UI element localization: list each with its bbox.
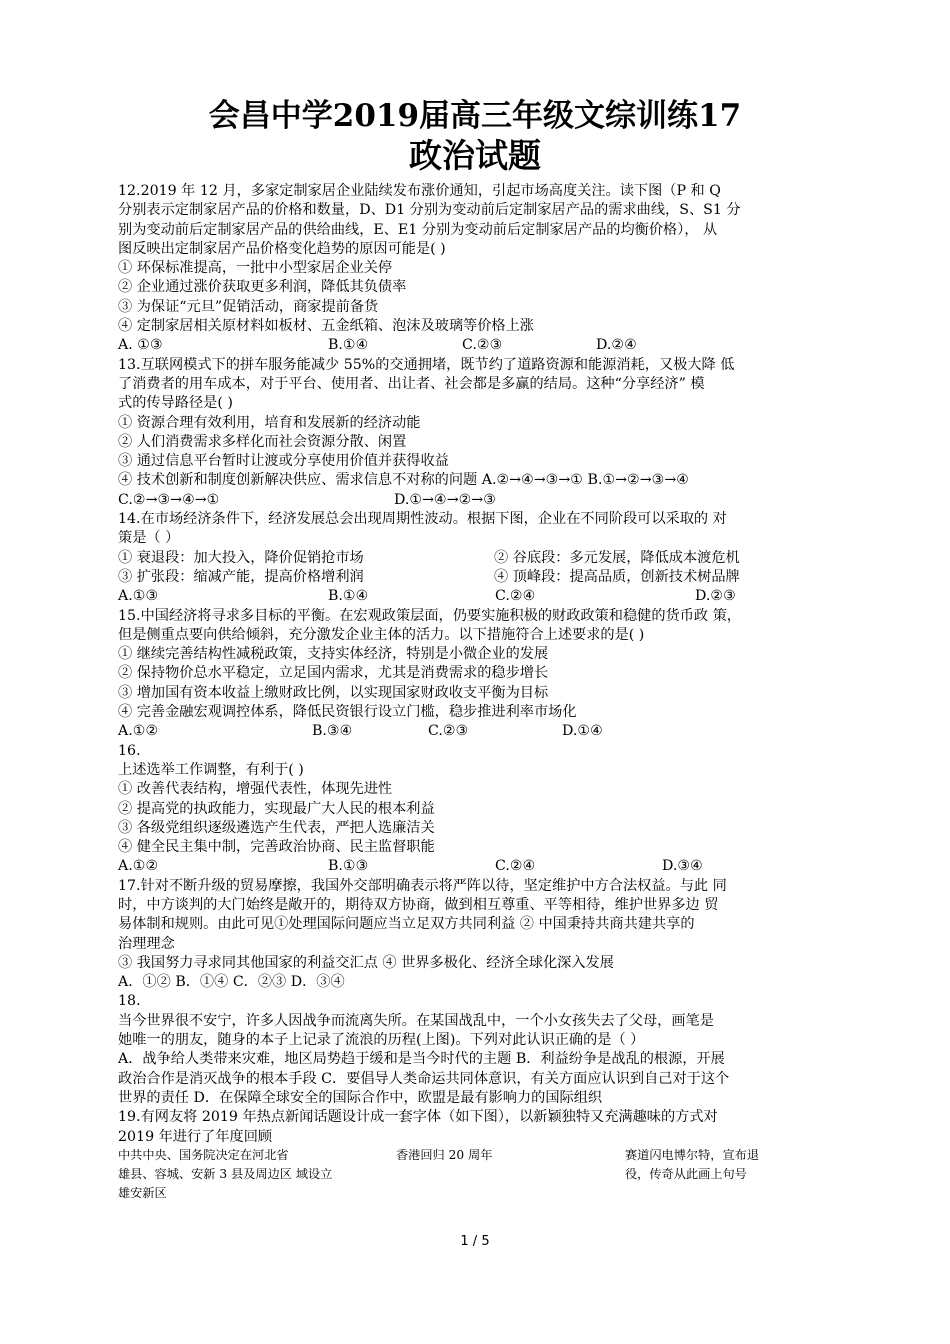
q19-caption-row	[118, 1147, 838, 1166]
q18-number: 18.	[118, 993, 141, 1010]
choice-a: A.①③	[118, 588, 159, 605]
q13-stem-line: 了消费者的用车成本，对于平台、使用者、出让者、社会都是多赢的结局。这种“分享经济” 模	[118, 375, 705, 392]
q14-choices	[118, 587, 838, 606]
choice-d: D.①→④→②→③	[394, 491, 496, 508]
q13-stem-line: 式的传导路径是( )	[118, 395, 233, 412]
choice-c: C.②→③→④→①	[118, 491, 220, 508]
q12-stem-line: 12.2019 年 12 月，多家定制家居企业陆续发布涨价通知，引起市场高度关注。读下图（P 和 Q	[118, 183, 721, 199]
q13-stem-line: 13.互联网模式下的拼车服务能减少 55%的交通拥堵，既节约了道路资源和能源消耗，又极大降 低	[118, 356, 735, 373]
q15-choices	[118, 722, 838, 741]
question-17	[118, 877, 838, 993]
caption-xiongan: 中共中央、国务院决定在河北省	[118, 1147, 289, 1162]
choice-b: B.①④	[328, 588, 369, 605]
q14-statement: ① 衰退段：加大投入，降价促销抢市场	[118, 549, 364, 566]
q14-stem-line: 14.在市场经济条件下，经济发展总会出现周期性波动。根据下图，企业在不同阶段可以采取的 对	[118, 511, 727, 528]
choice-a: A.①②	[118, 723, 159, 740]
q17-statement: ③ 我国努力寻求同其他国家的利益交汇点 ④ 世界多极化、经济全球化深入发展	[118, 954, 614, 971]
choice-c: C.②③	[462, 337, 503, 354]
page-number: 1 / 5	[460, 1234, 490, 1249]
q19-stem-line: 2019 年进行了年度回顾	[118, 1128, 273, 1145]
question-body	[118, 182, 838, 1205]
caption-xiongan: 雄安新区	[118, 1186, 167, 1201]
choice-b: B.③④	[312, 723, 353, 740]
q16-statement: ② 提高党的执政能力，实现最广大人民的根本利益	[118, 800, 435, 817]
q14-statement: ④ 顶峰段：提高品质，创新技术树品牌	[494, 568, 740, 585]
q13-choices	[118, 491, 838, 510]
q15-statement: ③ 增加国有资本收益上缴财政比例，以实现国家财政收支平衡为目标	[118, 684, 549, 701]
q16-number: 16.	[118, 742, 141, 759]
q13-statement: ① 资源合理有效利用，培育和发展新的经济动能	[118, 414, 421, 431]
choice-b: B.①③	[328, 858, 369, 875]
choice-d: D.③④	[662, 858, 703, 875]
choice-c: C.②④	[495, 588, 536, 605]
q18-stem-line: 世界的责任 D．在保障全球安全的国际合作中，欧盟是最有影响力的国际组织	[118, 1089, 603, 1106]
q13-statement: ④ 技术创新和制度创新解决供应、需求信息不对称的问题 A.②→④→③→① B.①→②→③→④	[118, 472, 689, 489]
q15-statement: ② 保持物价总水平稳定，立足国内需求，尤其是消费需求的稳步增长	[118, 665, 549, 682]
q16-choices	[118, 857, 838, 876]
question-19	[118, 1108, 838, 1204]
q17-choices: A．①② B．①④ C．②③ D．③④	[118, 974, 345, 991]
choice-d: D.②④	[596, 337, 637, 354]
exam-subtitle: 政治试题	[409, 136, 541, 175]
question-12	[118, 182, 838, 356]
choice-c: C.②③	[428, 723, 469, 740]
q19-caption-row	[118, 1185, 838, 1204]
q14-statement-row	[118, 568, 838, 587]
caption-bolt: 役，传奇从此画上句号	[625, 1167, 747, 1182]
q12-stem-line: 别为变动前后定制家居产品的供给曲线，E、E1 分别为变动前后定制家居产品的均衡价格）， 从	[118, 221, 718, 238]
q12-statement: ① 环保标准提高，一批中小型家居企业关停	[118, 260, 393, 277]
q14-statement-row	[118, 549, 838, 568]
q16-statement: ③ 各级党组织逐级遴选产生代表，严把人选廉洁关	[118, 819, 435, 836]
q16-stem-line: 上述选举工作调整，有利于( )	[118, 761, 304, 778]
q12-statement: ③ 为保证“元旦”促销活动，商家提前备货	[118, 298, 379, 315]
question-15	[118, 607, 838, 742]
choice-d: D.①④	[562, 723, 603, 740]
question-13	[118, 356, 838, 510]
question-18	[118, 992, 838, 1108]
q17-stem-line: 17.针对不断升级的贸易摩擦，我国外交部明确表示将严阵以待，坚定维护中方合法权益。与此 同	[118, 877, 727, 894]
q17-stem-line: 时，中方谈判的大门始终是敞开的，期待双方协商，做到相互尊重、平等相待，维护世界多边 贸	[118, 896, 719, 913]
q18-stem-line: 她唯一的朋友，随身的本子上记录了流浪的历程(上图)。下列对此认识正确的是（ ）	[118, 1032, 645, 1049]
q17-stem-line: 易体制和规则。由此可见①处理国际问题应当立足双方共同利益 ② 中国秉持共商共建共享的	[118, 916, 695, 933]
q19-stem-line: 19.有网友将 2019 年热点新闻话题设计成一套字体（如下图），以新颖独特又充满趣味的方式对	[118, 1109, 718, 1126]
q13-statement: ③ 通过信息平台暂时让渡或分享使用价值并获得收益	[118, 453, 449, 470]
q15-stem-line: 但是侧重点要向供给倾斜，充分激发企业主体的活力。以下措施符合上述要求的是( )	[118, 626, 645, 643]
choice-b: B.①④	[328, 337, 369, 354]
caption-hongkong: 香港回归 20 周年	[396, 1147, 493, 1162]
choice-c: C.②④	[495, 858, 536, 875]
q19-caption-row	[118, 1166, 838, 1185]
question-14	[118, 510, 838, 606]
q15-stem-line: 15.中国经济将寻求多目标的平衡。在宏观政策层面，仍要实施积极的财政政策和稳健的货币政 策，	[118, 607, 741, 624]
q16-statement: ④ 健全民主集中制，完善政治协商、民主监督职能	[118, 839, 435, 856]
q12-statement: ② 企业通过涨价获取更多利润，降低其负债率	[118, 279, 407, 296]
q15-statement: ① 继续完善结构性减税政策，支持实体经济，特别是小微企业的发展	[118, 646, 549, 663]
question-16	[118, 742, 838, 877]
q12-stem-line: 图反映出定制家居产品价格变化趋势的原因可能是( )	[118, 240, 446, 257]
caption-xiongan: 雄县、容城、安新 3 县及周边区 域设立	[118, 1167, 333, 1182]
choice-a: A. ①③	[118, 337, 163, 354]
choice-a: A.①②	[118, 858, 159, 875]
q12-choices	[118, 336, 838, 355]
q13-statement: ② 人们消费需求多样化而社会资源分散、闲置	[118, 433, 407, 450]
q18-stem-line: A．战争给人类带来灾难，地区局势趋于缓和是当今时代的主题 B．利益纷争是战乱的根源，开展	[118, 1051, 725, 1068]
q18-stem-line: 当今世界很不安宁，许多人因战争而流离失所。在某国战乱中，一个小女孩失去了父母，画笔是	[118, 1012, 714, 1029]
q18-stem-line: 政治合作是消灭战争的根本手段 C．要倡导人类命运共同体意识，有关方面应认识到自己对于这个	[118, 1070, 730, 1087]
exam-title: 会昌中学2019届高三年级文综训练17	[208, 98, 742, 134]
caption-bolt: 赛道闪电博尔特，宣布退	[625, 1147, 760, 1162]
q14-stem-line: 策是（ ）	[118, 530, 180, 547]
q15-statement: ④ 完善金融宏观调控体系，降低民资银行设立门槛，稳步推进利率市场化	[118, 704, 577, 721]
q12-statement: ④ 定制家居相关原材料如板材、五金纸箱、泡沫及玻璃等价格上涨	[118, 318, 534, 335]
choice-d: D.②③	[695, 588, 736, 605]
q12-stem-line: 分别表示定制家居产品的价格和数量，D、D1 分别为变动前后定制家居产品的需求曲线，S、S1 分	[118, 202, 741, 219]
q14-statement: ② 谷底段：多元发展，降低成本渡危机	[494, 549, 740, 566]
q16-statement: ① 改善代表结构，增强代表性，体现先进性	[118, 781, 393, 798]
q17-stem-line: 治理理念	[118, 935, 175, 952]
q14-statement: ③ 扩张段：缩减产能，提高价格增利润	[118, 568, 364, 585]
